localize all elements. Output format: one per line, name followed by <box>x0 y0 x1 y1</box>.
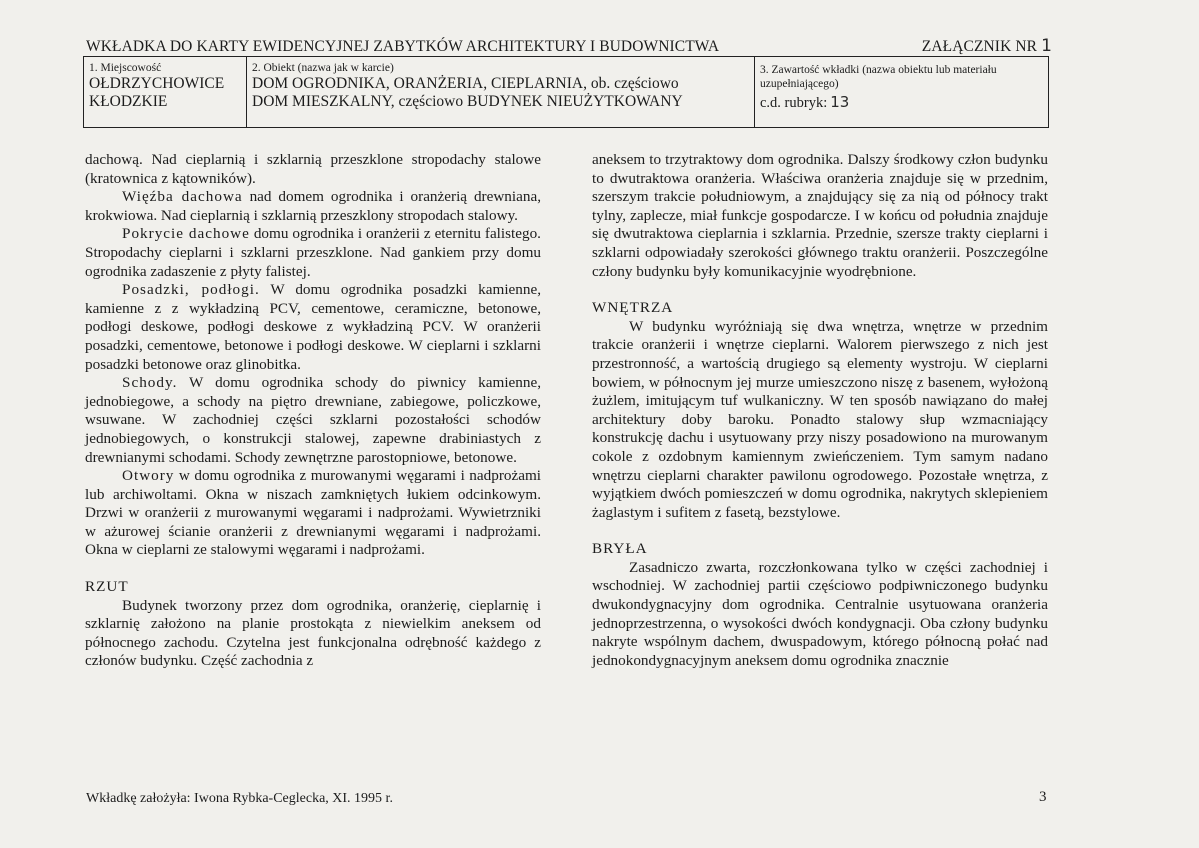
left-paragraph-1: dachową. Nad cieplarnią i szklarnią przeszklone stropodachy stalowe (kratownica z kątowników). <box>85 151 541 187</box>
right-paragraph-massing: Zasadniczo zwarta, rozczłonkowana tylko w części zachodniej i wschodniej. W zachodniej partii częściowo podpiwniczonego budynku dwukondygnacyjny dom ogrodnika. Centralnie usytuowana oranżeria jednoprzestrzenna, o wysokości dwóch kondygnacji. Oba człony budynku nakryte wspólnym dachem, dwuspadowym, którego północną połać nad jednokondygnacyjnym aneksem domu ogrodnika znacznie <box>592 558 1048 669</box>
object-line2: DOM MIESZKALNY, częściowo BUDYNEK NIEUŻYTKOWANY <box>252 93 683 110</box>
section-heading-wnetrza: WNĘTRZA <box>592 299 674 317</box>
left-column <box>85 151 541 671</box>
stairs-heading: Schody. <box>122 374 178 392</box>
page-number: 3 <box>1039 789 1047 805</box>
object-cell <box>247 57 755 127</box>
header-title-row <box>86 36 1052 56</box>
floors-heading: Posadzki, podłogi. <box>122 281 260 299</box>
footer-author: Wkładkę założyła: Iwona Rybka-Ceglecka, XI. 1995 r. <box>86 791 393 806</box>
left-paragraph-plan: Budynek tworzony przez dom ogrodnika, oranżerię, cieplarnię i szklarnię założono na planie prostokąta z niewielkim aneksem od północnego zachodu. Czytelna jest funkcjonalna odrębność każdego z członów budynku. Część zachodnia z <box>85 596 541 670</box>
roofing-heading: Pokrycie dachowe <box>122 225 250 243</box>
left-paragraph-floors <box>85 281 541 374</box>
right-paragraph-interiors: W budynku wyróżniają się dwa wnętrza, wnętrze w przednim trakcie oranżerii i wnętrze cieplarni. Walorem pierwszego z nich jest przestronność, a wartością drugiego są elementy wystroju. W cieplarni bowiem, w północnym jej murze umieszczono niszę z basenem, wyłożoną żużlem, imitującym tuf wulkaniczny. W ten sposób nawiązano do małej architektury doby baroku. Ponadto stalowy słup wzmacniający konstrukcję dachu i usytuowany przy niszy posadowiono na murowanym cokole z ozdobnym kamiennym zwieńczeniem. Tym samym nadano wnętrzu cieplarni charakter pawilonu ogrodowego. Pozostałe wnętrza, z wyjątkiem dwóch pomieszczeń w domu ogrodnika, nakrytych sklepieniem żaglastym i sufitem z fasetą, bezstylowe. <box>592 317 1048 521</box>
attachment-number: 1 <box>1041 36 1052 56</box>
floors-text: W domu ogrodnika posadzki kamienne, kamienne z z wykładziną PCV, cementowe, ceramiczne, betonowe, podłogi deskowe, podłogi deskowe z wykładziną PCV. W oranżerii posadzki, cementowe, betonowe i podłogi deskowe. W cieplarni i szklarni posadzki betonowe oraz glinobitka. <box>85 281 542 373</box>
section-heading-rzut: RZUT <box>85 578 129 596</box>
contents-value: 13 <box>830 93 850 111</box>
contents-value-label: c.d. rubryk: <box>760 95 828 111</box>
right-column <box>592 151 1048 670</box>
attachment-label: ZAŁĄCZNIK NR <box>921 38 1038 55</box>
document-title: WKŁADKA DO KARTY EWIDENCYJNEJ ZABYTKÓW ARCHITEKTURY I BUDOWNICTWA <box>86 38 720 55</box>
contents-label-line1: 3. Zawartość wkładki (nazwa obiektu lub materiału <box>760 64 997 76</box>
object-line1: DOM OGRODNIKA, ORANŻERIA, CIEPLARNIA, ob. częściowo <box>252 75 679 92</box>
locality-cell <box>84 57 247 127</box>
contents-cell <box>755 57 1048 127</box>
left-paragraph-stairs <box>85 374 541 467</box>
roof-truss-heading: Więźba dachowa <box>122 188 243 206</box>
left-paragraph-roofing <box>85 225 541 281</box>
locality-label: 1. Miejscowość <box>89 62 162 74</box>
section-heading-bryla: BRYŁA <box>592 540 648 558</box>
stairs-text: W domu ogrodnika schody do piwnicy kamienne, jednobiegowe, a schody na piętro drewniane, zabiegowe, policzkowe, wsuwane. W zachodniej części szklarni pozostałości schodów jednobiegowych, o konstrukcji stalowej, zapewne drabiniastych z drewnianymi schodami. Schody zewnętrzne parostopniowe, betonowe. <box>85 374 541 466</box>
left-paragraph-roof-truss <box>85 188 541 225</box>
roof-truss-text: nad domem ogrodnika i oranżerią drewniana, krokwiowa. Nad cieplarnią i szklarnią przeszklony stropodach stalowy. <box>85 188 541 224</box>
roofing-text: domu ogrodnika i oranżerii z eternitu falistego. Stropodachy cieplarni i szklarni przeszklone. Nad gankiem przy domu ogrodnika zadaszenie z płyty falistej. <box>85 225 541 280</box>
header-table <box>83 56 1049 128</box>
contents-label-line2: uzupełniającego) <box>760 78 839 90</box>
object-label: 2. Obiekt (nazwa jak w karcie) <box>252 62 394 74</box>
attachment-label-group <box>922 36 1052 56</box>
right-paragraph-1: aneksem to trzytraktowy dom ogrodnika. Dalszy środkowy człon budynku to dwutraktowa oranżeria. Właściwa oranżeria znajduje się w przednim, szerszym trakcie południowym, a znajdujący się za nią od północy trakt tylny, zaplecze, miał funkcje gospodarcze. I w końcu od południa znajduje się dwutraktowa cieplarnia i szklarnia. Przednie, szersze trakty cieplarni i szklarni odpowiadały szerokości głównego traktu oranżerii. Poszczególne człony budynku były komunikacyjnie wyodrębnione. <box>592 151 1048 280</box>
locality-line2: KŁODZKIE <box>89 93 168 110</box>
openings-heading: Otwory <box>122 467 175 485</box>
contents-value-row <box>760 93 1043 112</box>
openings-text: w domu ogrodnika z murowanymi węgarami i nadprożami lub archiwoltami. Okna w niszach zamkniętych łukiem odcinkowym. Drzwi w oranżerii z murowanymi węgarami i nadprożami. Wywietrzniki w ażurowej ścianie oranżerii z drewnianymi węgarami i nadprożami. Okna w cieplarni ze stalowymi węgarami i nadprożami. <box>85 467 541 559</box>
locality-line1: OŁDRZYCHOWICE <box>89 75 225 92</box>
left-paragraph-openings <box>85 467 541 560</box>
